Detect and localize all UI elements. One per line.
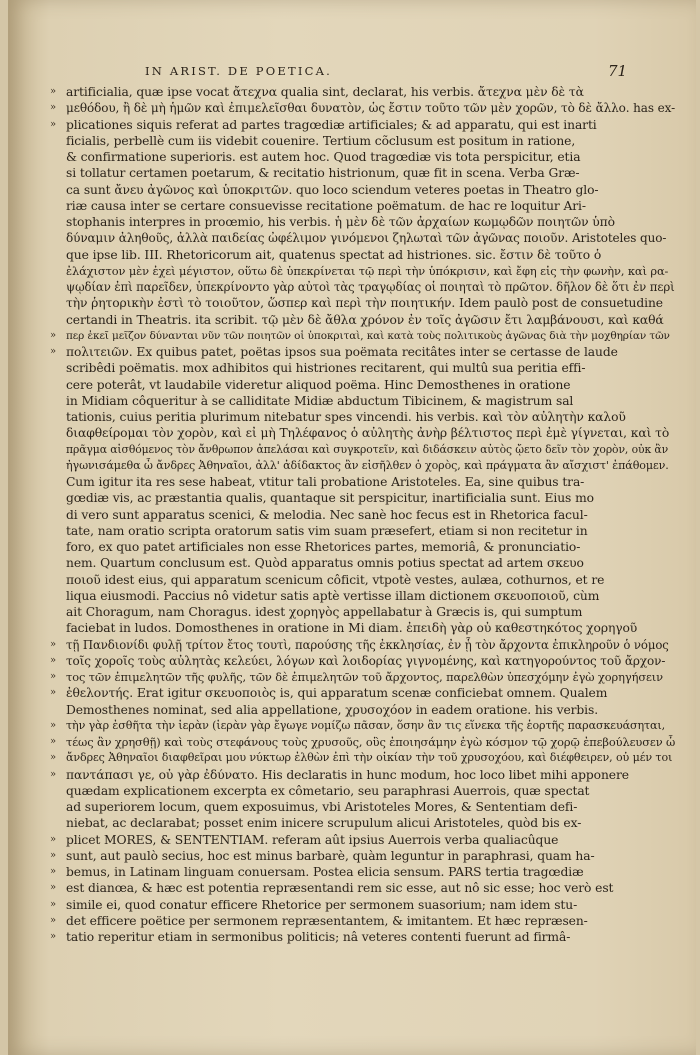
line-text: ad superiorem locum, quem exposuimus, vbi Aristoteles Mores, & Sententiam defi- [66,800,578,814]
line-text: gœdiæ vis, ac præstantia qualis, quantaque sit perspicitur, inartificialia sunt. Eius mo [66,491,594,506]
quotation-mark: » [50,687,57,699]
quotation-mark: » [50,833,57,845]
body-text [50,84,680,945]
line-text: tate, nam oratio scripta oratorum satis vim suam præsefert, etiam si non recitetur in [66,523,588,538]
line-text: ψῳδίαν ἐπὶ παρεῖδεν, ὑπεκρίνοντο γὰρ αὐτοὶ τὰς τραγῳδίας οἱ ποιηταὶ τὸ πρῶτον. δῆλον δὲ ὅτι ἐν περὶ [66,280,675,294]
text-line [50,685,680,701]
line-text: simile ei, quod conatur efficere Rhetorice per sermonem suasorium; nam idem stu- [66,897,578,912]
line-text: τέως ἂν χρησθῇ) καὶ τοὺς στεφάνους τοὺς χρυσοῦς, οὓς ἐποιησάμην ἐγὼ κόσμον τῷ χορῷ ἐπεβούλευσεν ὦ [66,735,676,749]
text-line [50,604,680,620]
text-line [50,490,680,506]
text-line [50,539,680,555]
line-text: tatio reperitur etiam in sermonibus politicis; nâ veteres contenti fuerunt ad firmâ- [66,930,571,944]
line-text: παντάπασι γε, οὐ γὰρ ἐδύνατο. His declaratis in hunc modum, hoc loco libet mihi apponere [66,767,629,782]
text-line [50,198,680,214]
text-line [50,360,680,376]
line-text: ἄνδρες Ἀθηναῖοι διαφθεῖραι μου νύκτωρ ἐλθὼν ἐπὶ τὴν οἰκίαν τὴν τοῦ χρυσοχόου, καὶ διέφθειρεν, οὐ μέν τοι [66,751,673,765]
text-line [50,880,680,896]
text-line [50,214,680,230]
line-text: ποιοῦ idest eius, qui apparatum scenicum côficit, vtpotè vestes, aulæa, cothurnos, et re [66,572,605,587]
quotation-mark: » [50,931,57,942]
line-text: di vero sunt apparatus scenici, & melodia. Nec sanè hoc fecus est in Rhetorica facul- [66,507,588,522]
line-text: ἠγωνισάμεθα ὦ ἄνδρες Ἀθηναῖοι, ἀλλ' ἀδίδακτος ἂν εἰσῆλθεν ὁ χορὸς, καὶ πράγματα ἂν αἴσχιστ' ἐπάθομεν. [66,458,669,472]
text-line [50,458,680,474]
text-line [50,669,680,685]
text-line [50,832,680,848]
line-text: quædam explicationem excerpta ex cômetario, seu paraphrasi Auerrois, quæ spectat [66,783,590,798]
text-line [50,442,680,458]
line-text: τος τῶν ἐπιμελητῶν τῆς φυλῆς, τῶν δὲ ἐπιμελητῶν τοῦ ἄρχοντος, παρελθὼν ὑπεσχόμην ἐγὼ χορηγήσειν [66,670,663,684]
line-text: que ipse lib. III. Rhetoricorum ait, quatenus spectat ad histriones. sic. ἔστιν δὲ τοῦτο ὁ [66,247,602,262]
line-text: foro, ex quo patet artificiales non esse Rhetorices partes, memoriâ, & pronunciatio- [66,540,581,554]
text-line [50,718,680,734]
quotation-mark: » [50,736,57,747]
quotation-mark: » [50,346,57,357]
text-line [50,588,680,604]
line-text: riæ causa inter se certare consuevisse recitatione poëmatum. de hac re loquitur Ari- [66,198,586,213]
text-line [50,815,680,831]
line-text: Cum igitur ita res sese habeat, vtitur tali probatione Aristoteles. Ea, sine quibus tra- [66,475,585,489]
quotation-mark: » [50,882,57,894]
text-line [50,750,680,766]
line-text: certandi in Theatris. ita scribit. τῷ μὲν δὲ ἄθλα χρόνον ἐν τοῖς ἀγῶσιν ἔτι λαμβάνουσι, καὶ καθά [66,312,664,327]
quotation-mark: » [50,86,57,97]
quotation-mark: » [50,671,57,682]
text-line [50,523,680,539]
text-line [50,929,680,945]
line-text: cere poterât, vt laudabile videretur aliquod poëma. Hinc Demosthenes in oratione [66,377,571,392]
text-line [50,637,680,653]
line-text: est dianœa, & hæc est potentia repræsentandi rem sic esse, aut nô sic esse; hoc verò est [66,881,614,896]
text-line [50,377,680,393]
text-line [50,848,680,864]
text-line [50,572,680,588]
line-text: tationis, cuius peritia plurimum nitebatur spes vincendi. his verbis. καὶ τὸν αὐλητὴν καλοῦ [66,410,626,424]
text-line [50,702,680,718]
line-text: ait Choragum, nam Choragus. idest χορηγὸς appellabatur à Græcis is, qui sumptum [66,605,583,619]
text-line [50,133,680,149]
text-line [50,734,680,750]
text-line [50,182,680,198]
page-number: 71 [608,62,628,80]
text-line [50,393,680,409]
text-line [50,247,680,263]
text-line [50,312,680,328]
text-line [50,474,680,490]
line-text: in Midiam côqueritur à se calliditate Midiæ abductum Tibicinem, & magistrum sal [66,393,574,408]
text-line [50,913,680,929]
text-line [50,507,680,523]
line-text: artificialia, quæ ipse vocat ἄτεχνα qualia sint, declarat, his verbis. ἄτεχνα μὲν δὲ τὰ [66,85,584,99]
line-text: niebat, ac declarabat; posset enim inicere scrupulum alicui Aristoteles, quòd bis ex- [66,816,582,831]
quotation-mark: » [50,719,57,731]
line-text: πρᾶγμα αἰσθόμενος τὸν ἄνθρωπον ἀπελάσαι καὶ συγκροτεῖν, καὶ διδάσκειν αὐτὸς ᾤετο δεῖν τὸν χορὸν, οὐκ ἂν [66,442,669,456]
quotation-mark: » [50,866,57,877]
line-text: τὴν ῥητορικὴν ἐστὶ τὸ τοιοῦτον, ὥσπερ καὶ περὶ τὴν ποιητικήν. Idem paulò post de consuetudine [66,296,663,311]
line-text: si tollatur certamen poetarum, & recitatio histrionum, quæ fit in scena. Verba Græ- [66,166,580,181]
text-line [50,295,680,311]
text-line [50,117,680,133]
line-text: liqua eiusmodi. Paccius nô videtur satis aptè vertisse illam dictionem σκευοποιοῦ, cùm [66,588,600,603]
text-line [50,165,680,181]
text-line [50,425,680,441]
text-line [50,328,680,344]
line-text: faciebat in ludos. Domosthenes in oratione in Mi diam. ἐπειδὴ γὰρ οὐ καθεστηκότος χορηγοῦ [66,621,638,636]
line-text: τῇ Πανδιονίδι φυλῇ τρίτον ἔτος τουτὶ, παρούσης τῆς ἐκκλησίας, ἐν ᾗ τὸν ἄρχοντα ἐπικληροῦν ὁ νόμος [66,637,669,652]
text-line [50,100,680,116]
quotation-mark: » [50,898,57,910]
line-text: plicationes siquis referat ad partes tragœdiæ artificiales; & ad apparatu, qui est inarti [66,117,597,132]
text-line [50,555,680,571]
line-text: det efficere poëtice per sermonem repræsentantem, & imitantem. Et hæc repræsen- [66,913,588,928]
text-line [50,84,680,100]
line-text: sunt, aut paulò secius, hoc est minus barbarè, quàm leguntur in paraphrasi, quam ha- [66,848,595,863]
line-text: stophanis interpres in proœmio, his verbis. ἡ μὲν δὲ τῶν ἀρχαίων κωμῳδῶν ποιητῶν ὑπὸ [66,215,615,229]
text-line [50,263,680,279]
line-text: & confirmatione superioris. est autem hoc. Quod tragœdiæ vis tota perspicitur, etia [66,150,581,164]
line-text: ficialis, perbellè cum iis videbit couenire. Tertium cõclusum est positum in ratione, [66,133,576,148]
quotation-mark: » [50,849,57,861]
text-line [50,230,680,246]
line-text: bemus, in Latinam linguam conuersam. Postea elicia sensum. PARS tertia tragœdiæ [66,865,584,879]
quotation-mark: » [50,914,57,926]
line-text: Demosthenes nominat, sed alia appellatione, χρυσοχόον in eadem oratione. his verbis. [66,702,599,717]
quotation-mark: » [50,638,57,650]
text-line [50,653,680,669]
line-text: πολιτειῶν. Ex quibus patet, poëtas ipsos sua poëmata recitâtes inter se certasse de laude [66,345,618,359]
line-text: plicet MORES, & SENTENTIAM. referam aût ipsius Auerrois verba qualiacûque [66,832,559,847]
line-text: δύναμιν ἀληθοῦς, ἀλλὰ παιδείας ὠφέλιμον γινόμενοι ζηλωταὶ τῶν ἀγῶνας ποιοῦν. Aristoteles quo- [66,231,667,246]
text-line [50,864,680,880]
text-line [50,344,680,360]
running-head: IN ARIST. DE POETICA. [145,64,332,78]
text-line [50,897,680,913]
line-text: scribêdi poëmatis. mox adhibitos qui histriones recitarent, qui multû sua peritia effi- [66,361,586,376]
line-text: ἐθελοντής. Erat igitur σκευοποιὸς is, qui apparatum scenæ conficiebat omnem. Qualem [66,686,608,701]
text-line [50,799,680,815]
quotation-mark: » [50,118,57,130]
page-header [0,64,700,84]
text-line [50,620,680,636]
text-line [50,767,680,783]
line-text: ἐλάχιστον μὲν ἐχεὶ μέγιστον, οὕτω δὲ ὑπεκρίνεται τῷ περὶ τὴν ὑπόκρισιν, καὶ ἔφη εἰς τὴν φωνὴν, καὶ ρα- [66,263,669,278]
text-line [50,149,680,165]
text-line [50,783,680,799]
quotation-mark: » [50,102,57,114]
quotation-mark: » [50,768,57,780]
line-text: μεθόδου, ἢ δὲ μὴ ἡμῶν καὶ ἐπιμελεῖσθαι δυνατὸν, ὡς ἔστιν τοῦτο τῶν μὲν χορῶν, τὸ δὲ ἄλλο. has ex- [66,101,676,116]
line-text: διαφθείρομαι τὸν χορὸν, καὶ εἰ μὴ Τηλέφανος ὁ αὐλητὴς ἀνὴρ βέλτιστος περὶ ἐμὲ γίγνεται, καὶ τὸ [66,426,670,441]
line-text: περ ἐκεῖ μεῖζον δύνανται νῦν τῶν ποιητῶν οἱ ὑποκριταὶ, καὶ κατὰ τοὺς πολιτικοὺς ἀγῶνας διὰ τὴν μοχθηρίαν τῶν [66,329,670,342]
quotation-mark: » [50,752,57,764]
text-line [50,409,680,425]
quotation-mark: » [50,654,57,666]
line-text: ca sunt ἄνευ ἀγῶνος καὶ ὑποκριτῶν. quo loco sciendum veteres poetas in Theatro glo- [66,182,599,197]
quotation-mark: » [50,329,57,341]
line-text: nem. Quartum conclusum est. Quòd apparatus omnis potius spectat ad artem σκευο [66,556,584,571]
text-line [50,279,680,295]
line-text: τὴν γὰρ ἐσθῆτα τὴν ἱερὰν (ἱερὰν γὰρ ἔγωγε νομίζω πᾶσαν, ὅσην ἂν τις εἵνεκα τῆς ἑορτῆς παρασκευάσηται, [66,718,666,732]
line-text: τοῖς χοροῖς τοὺς αὐλητὰς κελεύει, λόγων καὶ λοιδορίας γιγνομένης, καὶ κατηγορούντος τοῦ ἄρχον- [66,653,666,668]
